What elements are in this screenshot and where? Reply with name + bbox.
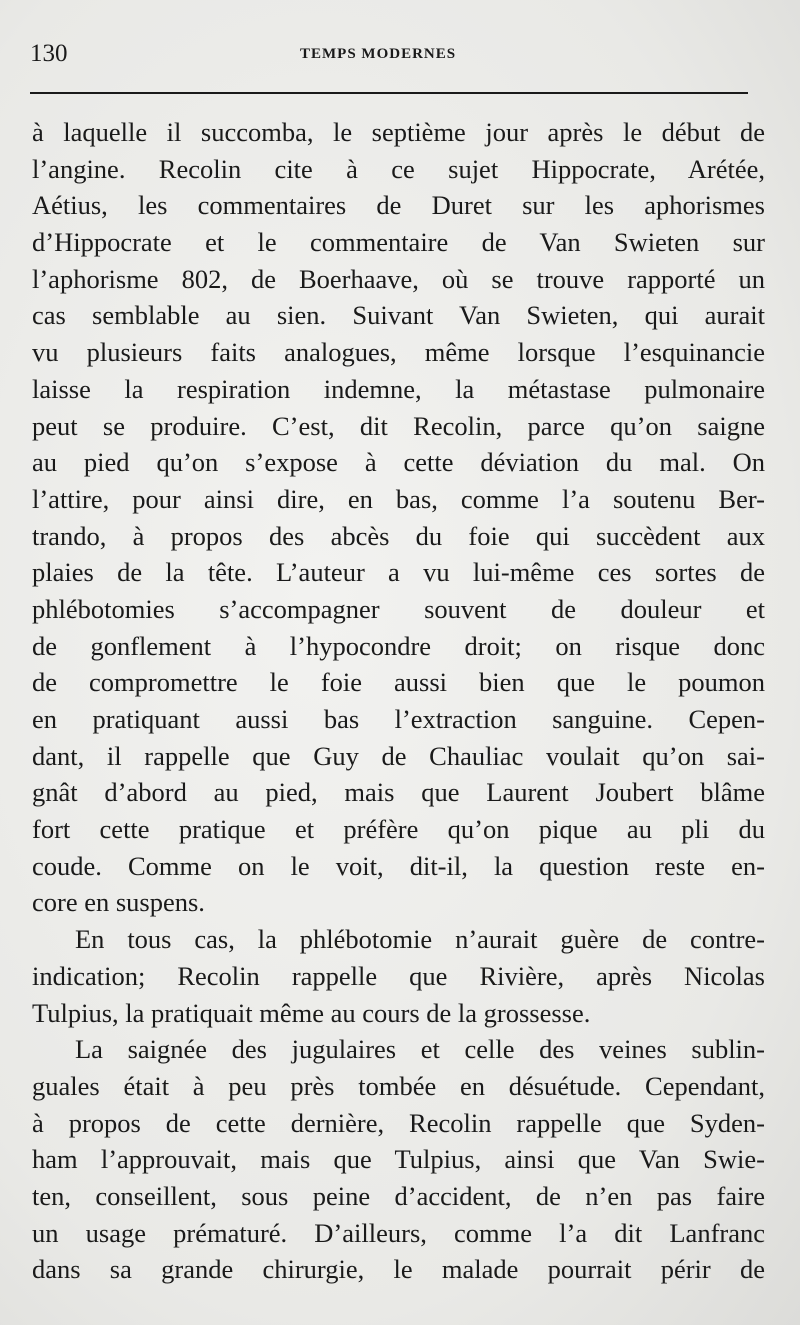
text-line: plaies de la tête. L’auteur a vu lui-même ces sortes de	[32, 557, 765, 588]
text-line: ten, conseillent, sous peine d’accident, de n’en pas faire	[32, 1180, 765, 1211]
text-line: à propos de cette dernière, Recolin rappelle que Syden-	[32, 1107, 765, 1138]
text-line: en pratiquant aussi bas l’extraction sanguine. Cepen-	[32, 704, 765, 734]
page-header	[30, 40, 748, 74]
running-title: TEMPS MODERNES	[300, 46, 457, 62]
text-line: dans sa grande chirurgie, le malade pourrait périr de	[32, 1254, 765, 1285]
text-line: ham l’approuvait, mais que Tulpius, ainsi que Van Swie-	[32, 1144, 765, 1175]
text-line: cas semblable au sien. Suivant Van Swieten, qui aurait	[32, 300, 765, 331]
text-line: un usage prématuré. D’ailleurs, comme l’a dit Lanfranc	[32, 1217, 765, 1248]
text-line: au pied qu’on s’expose à cette déviation du mal. On	[32, 447, 765, 478]
text-line: l’angine. Recolin cite à ce sujet Hippocrate, Arétée,	[32, 153, 765, 184]
text-line: trando, à propos des abcès du foie qui succèdent aux	[32, 520, 765, 551]
body-text	[32, 114, 765, 1288]
text-line: guales était à peu près tombée en désuétude. Cependant,	[32, 1070, 765, 1101]
text-line: laisse la respiration indemne, la métastase pulmonaire	[32, 373, 765, 404]
text-line: l’aphorisme 802, de Boerhaave, où se trouve rapporté un	[32, 263, 765, 294]
text-line: fort cette pratique et préfère qu’on pique au pli du	[32, 814, 765, 845]
text-line: core en suspens.	[32, 887, 205, 918]
text-line: dant, il rappelle que Guy de Chauliac voulait qu’on sai-	[32, 740, 765, 771]
text-line: l’attire, pour ainsi dire, en bas, comme l’a soutenu Ber-	[32, 483, 765, 514]
text-line: vu plusieurs faits analogues, même lorsque l’esquinancie	[32, 337, 765, 368]
text-line: de gonflement à l’hypocondre droit; on risque donc	[32, 630, 765, 661]
text-line: Tulpius, la pratiquait même au cours de la grossesse.	[32, 997, 591, 1028]
text-line: de compromettre le foie aussi bien que le poumon	[32, 667, 765, 698]
text-line: d’Hippocrate et le commentaire de Van Swieten sur	[32, 227, 765, 258]
text-line: à laquelle il succomba, le septième jour après le début de	[32, 117, 765, 147]
text-line: peut se produire. C’est, dit Recolin, parce qu’on saigne	[32, 410, 765, 441]
text-line: phlébotomies s’accompagner souvent de douleur et	[32, 593, 765, 624]
text-line: gnât d’abord au pied, mais que Laurent Joubert blâme	[32, 777, 765, 808]
text-line: indication; Recolin rappelle que Rivière, après Nicolas	[32, 960, 765, 991]
page-number: 130	[30, 40, 68, 67]
paragraph-first-line: En tous cas, la phlébotomie n’aurait guère de contre-	[75, 924, 765, 955]
text-line: coude. Comme on le voit, dit-il, la question reste en-	[32, 850, 765, 881]
paragraph-first-line: La saignée des jugulaires et celle des veines sublin-	[75, 1034, 765, 1065]
header-rule	[30, 92, 748, 94]
text-line: Aétius, les commentaires de Duret sur les aphorismes	[32, 190, 765, 221]
